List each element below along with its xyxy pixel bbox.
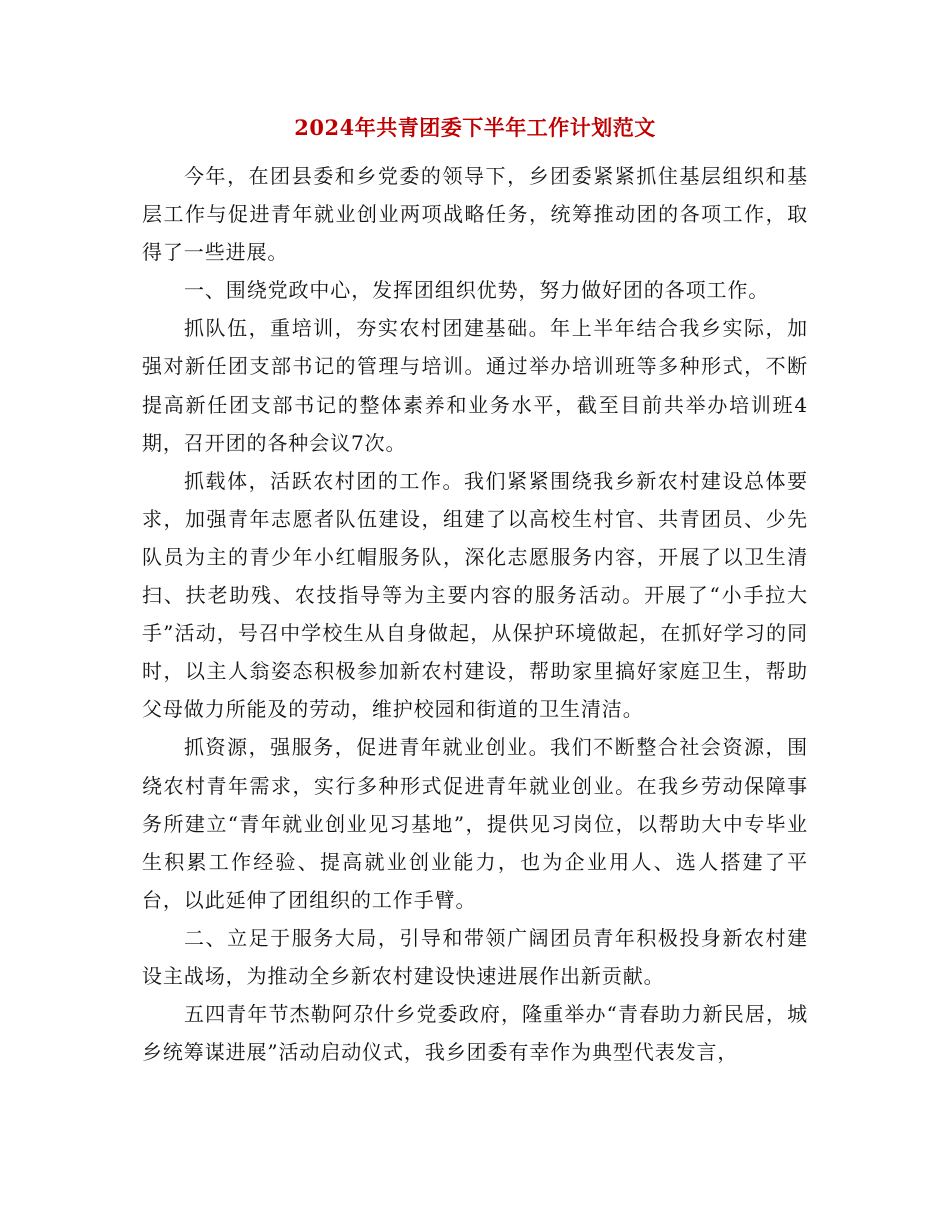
document-title: 2024年共青团委下半年工作计划范文 [294,115,656,140]
paragraph-section-one-heading: 一、围绕党政中心，发挥团组织优势，努力做好团的各项工作。 [184,278,770,303]
paragraph-team-training: 抓队伍，重培训，夯实农村团建基础。年上半年结合我乡实际，加强对新任团支部书记的管理与培训。通过举办培训班等多种形式，不断提高新任团支部书记的整体素养和业务水平，截至目前共举办培训班4期，召开团的各种会议7次。 [142,316,808,455]
paragraph-employment-services: 抓资源，强服务，促进青年就业创业。我们不断整合社会资源，围绕农村青年需求，实行多种形式促进青年就业创业。在我乡劳动保障事务所建立“青年就业创业见习基地”，提供见习岗位，以帮助大中专毕业生积累工作经验、提高就业创业能力，也为企业用人、选人搭建了平台，以此延伸了团组织的工作手臂。 [142,735,808,912]
paragraph-youth-day: 五四青年节杰勒阿尕什乡党委政府，隆重举办“青春助力新民居，城乡统筹谋进展”活动启动仪式，我乡团委有幸作为典型代表发言， [142,1002,808,1065]
paragraph-carrier-activities: 抓载体，活跃农村团的工作。我们紧紧围绕我乡新农村建设总体要求，加强青年志愿者队伍建设，组建了以高校生村官、共青团员、少先队员为主的青少年小红帽服务队，深化志愿服务内容，开展了以卫生清扫、扶老助残、农技指导等为主要内容的服务活动。开展了“小手拉大手”活动，号召中学校生从自身做起，从保护环境做起，在抓好学习的同时，以主人翁姿态积极参加新农村建设，帮助家里搞好家庭卫生，帮助父母做力所能及的劳动，维护校园和街道的卫生清洁。 [142,468,808,722]
paragraph-intro: 今年，在团县委和乡党委的领导下，乡团委紧紧抓住基层组织和基层工作与促进青年就业创业两项战略任务，统筹推动团的各项工作，取得了一些进展。 [142,164,808,265]
paragraph-section-two-heading: 二、立足于服务大局，引导和带领广阔团员青年积极投身新农村建设主战场，为推动全乡新农村建设快速进展作出新贡献。 [142,925,808,988]
document-body [142,157,808,1071]
